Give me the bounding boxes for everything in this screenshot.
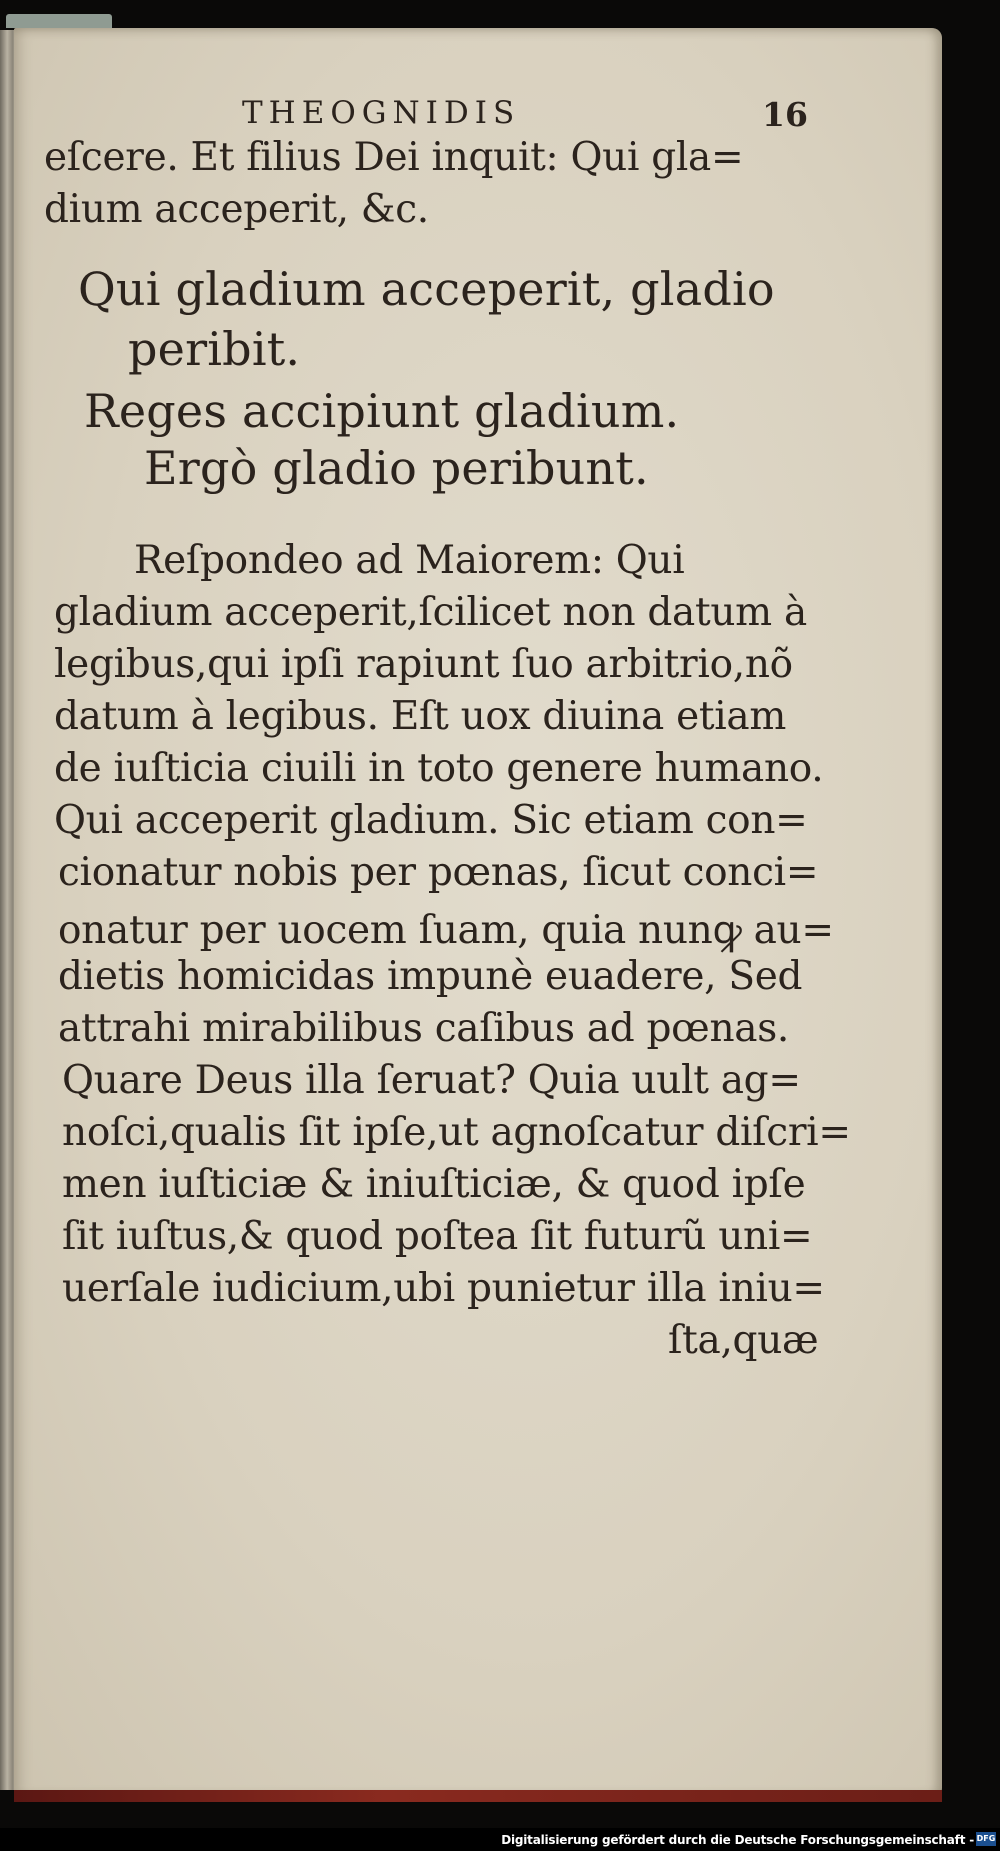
body-line: de iuſticia ciuili in toto genere humano. xyxy=(54,746,824,791)
verse-line: Reges accipiunt gladium. xyxy=(84,384,680,438)
body-line: ſit iuſtus,& quod poſtea ſit futurũ uni= xyxy=(62,1214,813,1259)
body-line: legibus,qui ipſi rapiunt ſuo arbitrio,nõ xyxy=(54,642,793,687)
paper-tab xyxy=(6,14,112,28)
intro-line: eſcere. Et filius Dei inquit: Qui gla= xyxy=(44,135,744,180)
dfg-logo: DFG xyxy=(976,1832,996,1846)
body-line: datum à legibus. Eſt uox diuina etiam xyxy=(54,694,787,739)
body-line: noſci,qualis ſit ipſe,ut agnoſcatur diſcri= xyxy=(62,1110,851,1155)
verse-line: peribit. xyxy=(128,322,301,376)
body-line: dietis homicidas impunè euadere, Sed xyxy=(58,954,803,999)
binding-strip xyxy=(14,1790,942,1802)
intro-line: dium acceperit, &c. xyxy=(44,187,429,232)
body-line: men iuſticiæ & iniuſticiæ, & quod ipſe xyxy=(62,1162,806,1207)
funding-note: Digitalisierung gefördert durch die Deutsche Forschungsgemeinschaft - xyxy=(501,1833,974,1847)
body-line: Reſpondeo ad Maiorem: Qui xyxy=(134,538,685,583)
body-line: Qui acceperit gladium. Sic etiam con= xyxy=(54,798,808,843)
verse-line: Ergò gladio peribunt. xyxy=(144,441,649,495)
page-number: 16 xyxy=(762,95,808,134)
body-line: ſta,quæ xyxy=(668,1318,819,1363)
body-line: attrahi mirabilibus caſibus ad pœnas. xyxy=(58,1006,790,1051)
body-line: uerſale iudicium,ubi punietur illa iniu= xyxy=(62,1266,825,1311)
verse-line: Qui gladium acceperit, gladio xyxy=(78,262,775,316)
body-line: gladium acceperit,ſcilicet non datum à xyxy=(54,590,807,635)
body-line: Quare Deus illa ſeruat? Quia uult ag= xyxy=(62,1058,801,1103)
body-line: cionatur nobis per pœnas, ſicut conci= xyxy=(58,850,819,895)
body-line: onatur per uocem ſuam, quia nunꝙ au= xyxy=(58,908,834,953)
running-title: THEOGNIDIS xyxy=(242,95,521,131)
